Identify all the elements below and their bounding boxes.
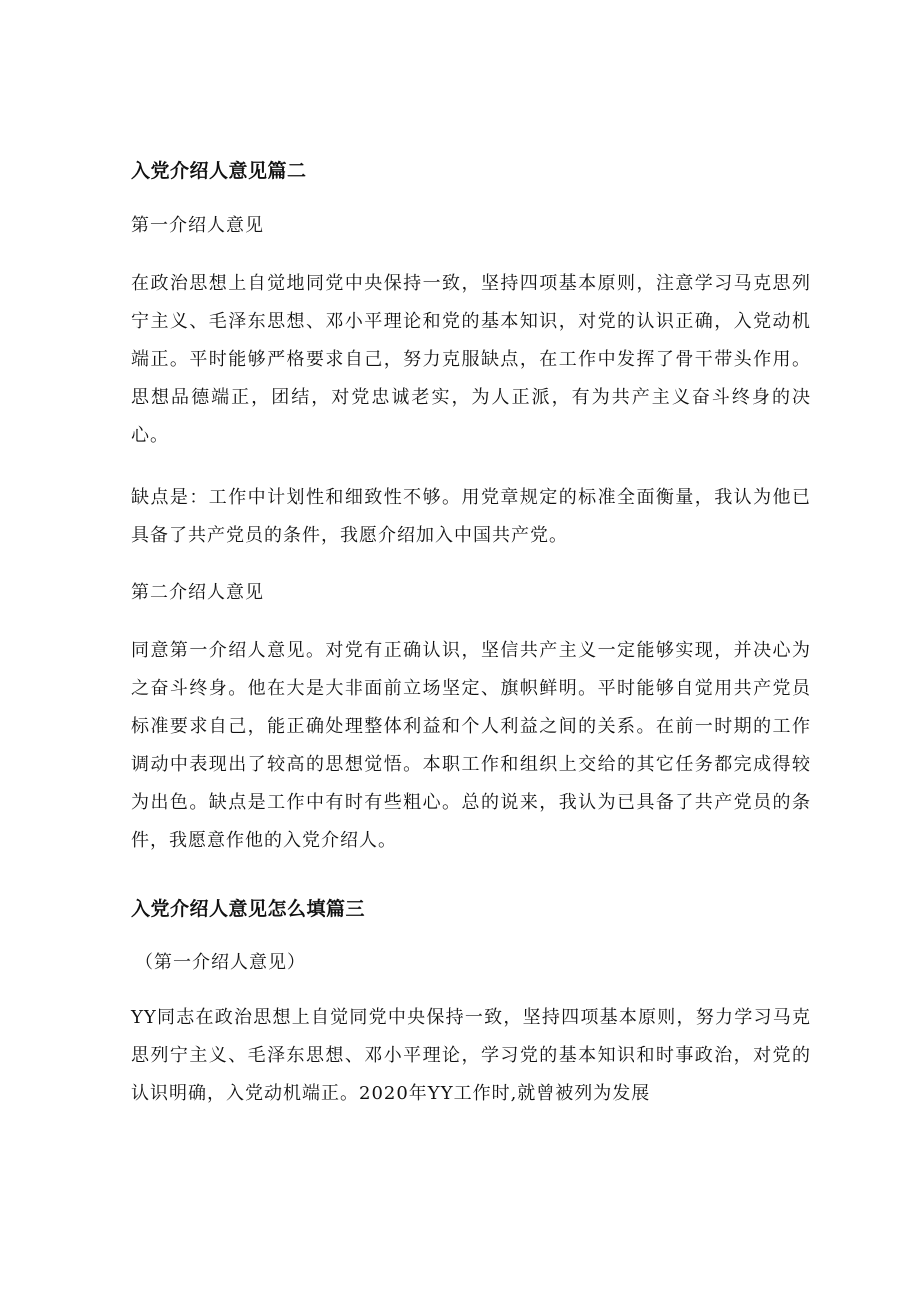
shortcoming-paragraph: 缺点是：工作中计划性和细致性不够。用党章规定的标准全面衡量，我认为他已具备了共产党员的条件，我愿介绍加入中国共产党。: [131, 487, 811, 546]
section-heading-part-three: 入党介绍人意见怎么填篇三: [131, 898, 366, 920]
second-introducer-opinion-paragraph: 同意第一介绍人意见。对党有正确认识，坚信共产主义一定能够实现，并决心为之奋斗终身。他在大是大非面前立场坚定、旗帜鲜明。平时能够自觉用共产党员标准要求自己，能正确处理整体利益和个人利益之间的关系。在前一时期的工作调动中表现出了较高的思想觉悟。本职工作和组织上交给的其它任务都完成得较为出色。缺点是工作中有时有些粗心。总的说来，我认为已具备了共产党员的条件，我愿意作他的入党介绍人。: [131, 640, 811, 851]
second-introducer-label: 第二介绍人意见: [131, 582, 264, 603]
section-heading-part-two: 入党介绍人意见篇二: [131, 160, 307, 182]
section-three-first-paragraph: YY同志在政治思想上自觉同党中央保持一致，坚持四项基本原则，努力学习马克思列宁主义、毛泽东思想、邓小平理论，学习党的基本知识和时事政治，对党的认识明确，入党动机端正。2020年YY工作时,就曾被列为发展: [131, 1007, 811, 1104]
first-introducer-label: 第一介绍人意见: [131, 215, 264, 236]
first-introducer-label-parenthesized: （第一介绍人意见）: [135, 952, 306, 973]
first-introducer-opinion-paragraph: 在政治思想上自觉地同党中央保持一致，坚持四项基本原则，注意学习马克思列宁主义、毛泽东思想、邓小平理论和党的基本知识，对党的认识正确，入党动机端正。平时能够严格要求自己，努力克服缺点，在工作中发挥了骨干带头作用。思想品德端正，团结，对党忠诚老实，为人正派，有为共产主义奋斗终身的决心。: [131, 273, 811, 446]
